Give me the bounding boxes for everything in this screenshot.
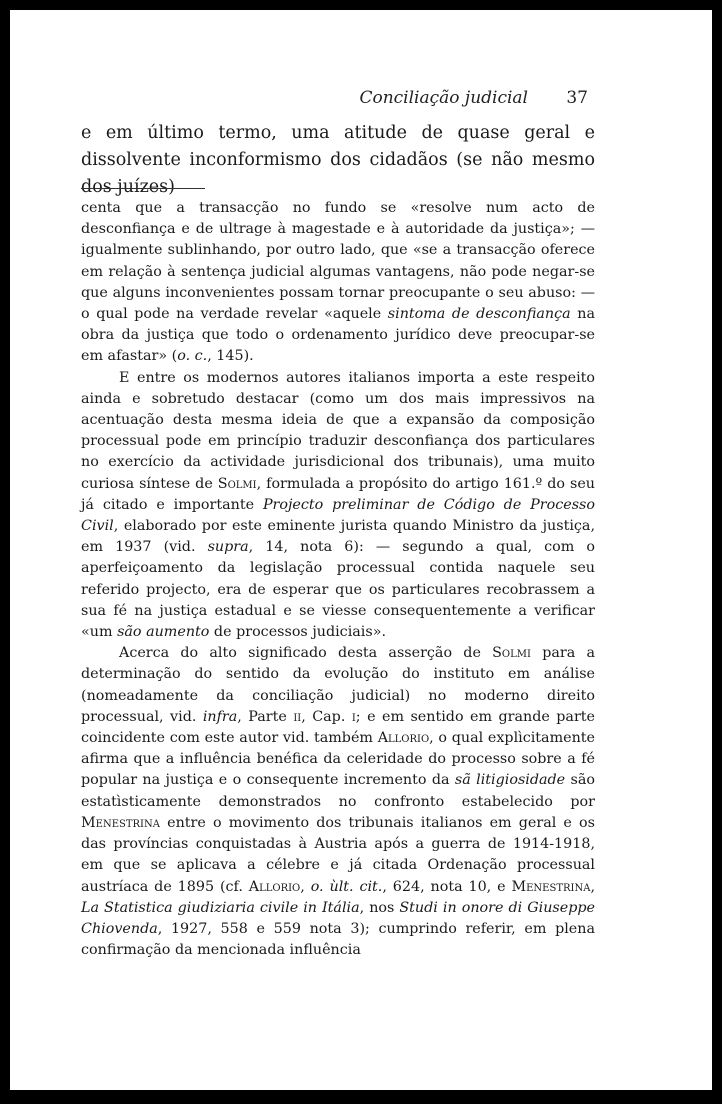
main-text: e em último termo, uma atitude de quase geral e dissolvente inconformismo dos cidadãos (se não mesmo dos juízes) <box>81 123 595 197</box>
footnote-paragraph-1: centa que a transacção no fundo se «resolve num acto de desconfiança e de ultrage à magestade e à autoridade da justiça»; — igualmente sublinhando, por outro lado, que «se a transacção oferece em relação à sentença judicial algumas vantagens, não pode negar-se que alguns inconvenientes possam tornar preocupante o seu abuso: — o qual pode na verdade revelar «aquele sintoma de desconfiança na obra da justiça que todo o ordenamento jurídico deve preocupar-se em afastar» (o. c., 145). <box>81 200 595 365</box>
footnote <box>81 198 595 961</box>
book-page <box>10 10 712 1090</box>
footnote-paragraph-3: Acerca do alto significado desta asserção de Solmi para a determinação do sentido da evolução do instituto em análise (nomeadamente da conciliação judicial) no moderno direito processual, vid. infra, Parte ii, Cap. i; e em sentido em grande parte coincidente com este autor vid. também Allorio, o qual explìcitamente afirma que a influência benéfica da celeridade do processo sobre a fé popular na justiça e o consequente incremento da sã litigiosidade são estatìsticamente demonstrados no confronto estabelecido por Menestrina entre o movimento dos tribunais italianos em geral e os das províncias conquistadas à Austria após a guerra de 1914-1918, em que se aplicava a célebre e já citada Ordenação processual austríaca de 1895 (cf. Allorio, o. ùlt. cit., 624, nota 10, e Menestrina, La Statistica giudiziaria civile in Itália, nos Studi in onore di Giuseppe Chiovenda, 1927, 558 e 559 nota 3); cumprindo referir, em plena confirmação da mencionada influência <box>81 645 595 959</box>
footnote-rule <box>81 188 205 189</box>
page-number: 37 <box>566 88 588 108</box>
running-title: Conciliação judicial <box>359 88 528 108</box>
footnote-paragraph-2: E entre os modernos autores italianos importa a este respeito ainda e sobretudo destacar (como um dos mais impressivos na acentuação desta mesma ideia de que a expansão da composição processual pode em princípio traduzir desconfiança dos particulares no exercício da actividade jurisdicional dos tribunais), uma muito curiosa síntese de Solmi, formulada a propósito do artigo 161.º do seu já citado e importante Projecto preliminar de Código de Processo Civil, elaborado por este eminente jurista quando Ministro da justiça, em 1937 (vid. supra, 14, nota 6): — segundo a qual, com o aperfeiçoamento da legislação processual contida naquele seu referido projecto, era de esperar que os particulares recobrassem a sua fé na justiça estadual e se viesse consequentemente a verificar «um são aumento de processos judiciais». <box>81 369 596 641</box>
